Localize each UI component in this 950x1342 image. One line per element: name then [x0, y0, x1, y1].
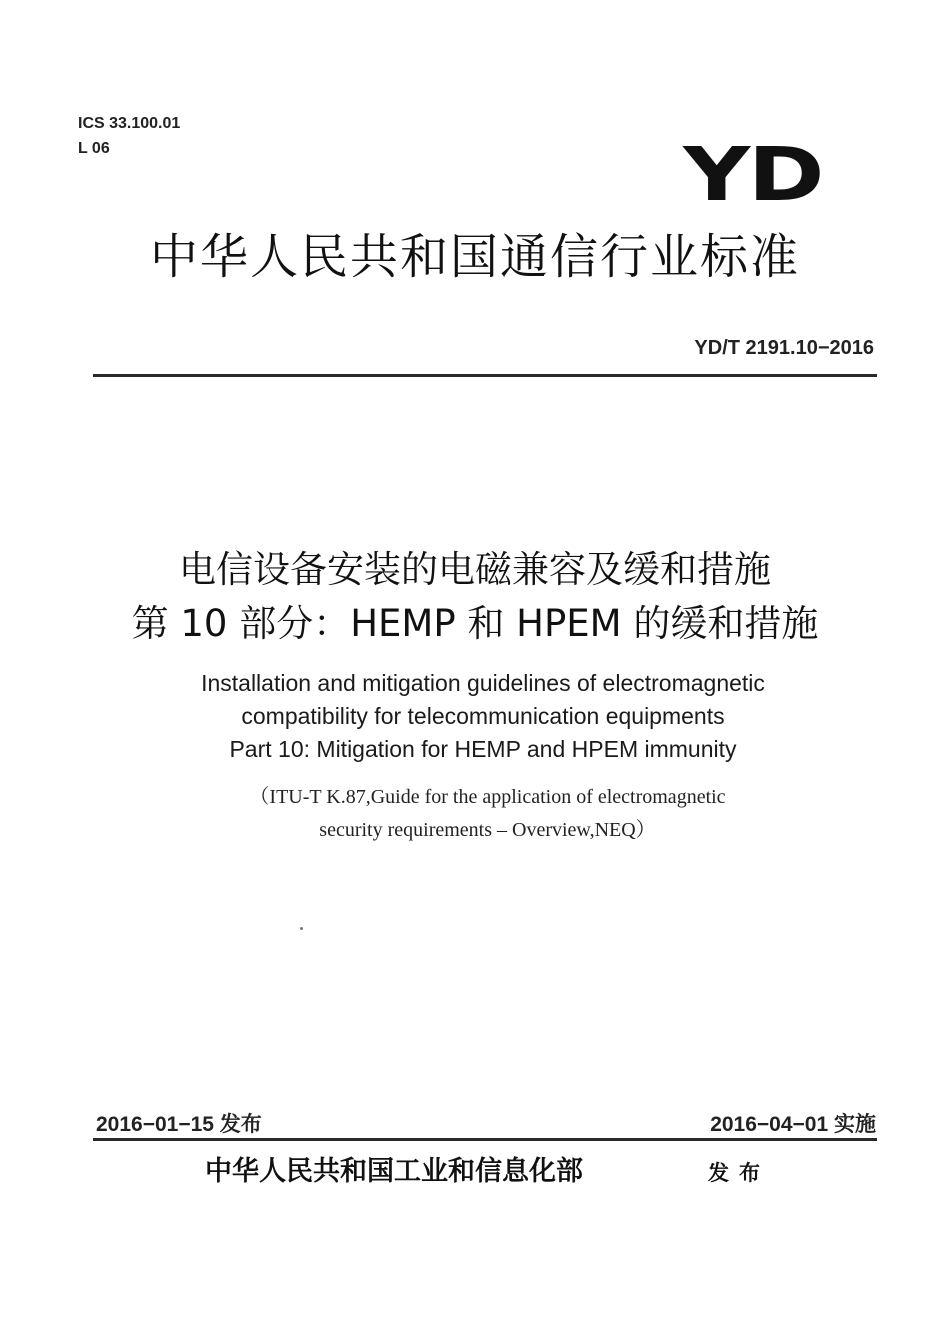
reference-line-2: security requirements – Overview,NEQ） [319, 819, 656, 841]
ics-code: ICS 33.100.01 [78, 115, 181, 132]
publisher-name: 中华人民共和国工业和信息化部 [205, 1156, 583, 1187]
reference-line-1: （ITU-T K.87,Guide for the application of electromagnetic [249, 786, 726, 808]
english-title-line-3: Part 10: Mitigation for HEMP and HPEM immunity [229, 736, 737, 762]
english-title-line-2: compatibility for telecommunication equipments [241, 703, 725, 729]
top-divider [93, 374, 877, 377]
header-codes [78, 111, 180, 161]
yd-logo: YD [683, 132, 822, 218]
chinese-title-line-1: 电信设备安装的电磁兼容及缓和措施 [179, 548, 771, 591]
english-title-line-1: Installation and mitigation guidelines of electromagnetic [201, 670, 765, 696]
publish-label: 发布 [708, 1160, 770, 1185]
bottom-divider [93, 1138, 877, 1141]
issue-date: 2016−01−15 发布 [96, 1113, 262, 1136]
scan-speck [300, 927, 303, 930]
standard-number: YD/T 2191.10−2016 [694, 337, 874, 359]
chinese-title-line-2: 第 10 部分：HEMP 和 HPEM 的缓和措施 [131, 602, 819, 645]
standard-title: 中华人民共和国通信行业标准 [149, 229, 800, 285]
classification-code: L 06 [78, 140, 110, 157]
implementation-date: 2016−04−01 实施 [710, 1113, 876, 1136]
